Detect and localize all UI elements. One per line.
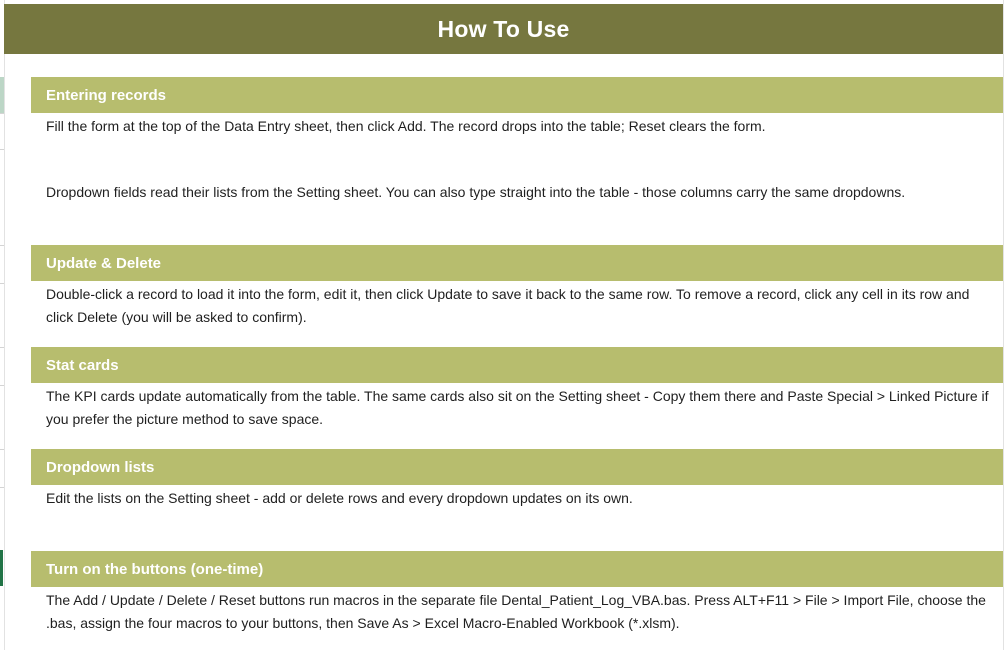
section-text[interactable]: Dropdown fields read their lists from the Setting sheet. You can also type straight into the table - those columns carry the same dropdowns. [46, 184, 906, 200]
section-text[interactable]: Edit the lists on the Setting sheet - add or delete rows and every dropdown updates on its own. [46, 490, 633, 506]
page-title[interactable]: How To Use [4, 4, 1003, 54]
section-heading-update-delete[interactable]: Update & Delete [31, 245, 1003, 281]
section-text[interactable]: Double-click a record to load it into the form, edit it, then click Update to save it back to the same row. To remove a record, click any cell in its row and click Delete (you will be asked to confirm). [46, 286, 970, 325]
section-heading-entering-records[interactable]: Entering records [31, 77, 1003, 113]
row-gridline [0, 149, 4, 150]
row-gridline [0, 113, 4, 114]
section-text[interactable]: The Add / Update / Delete / Reset buttons run macros in the separate file Dental_Patient_Log_VBA.bas. Press ALT+F11 > File > Import File, choose the .bas, assign the four macros to your buttons, then Save As > Excel Macro-Enabled Workbook (*.xlsm). [46, 592, 986, 631]
section-text[interactable]: Fill the form at the top of the Data Entry sheet, then click Add. The record drops into the table; Reset clears the form. [46, 118, 766, 134]
row-gridline [0, 449, 4, 450]
section-text[interactable]: The KPI cards update automatically from the table. The same cards also sit on the Setting sheet - Copy them there and Paste Special > Linked Picture if you prefer the picture method to save space. [46, 388, 989, 427]
row-gridline [0, 245, 4, 246]
row-gridline [0, 385, 4, 386]
active-row-marker [0, 550, 3, 586]
row-gridline [0, 283, 4, 284]
section-heading-stat-cards[interactable]: Stat cards [31, 347, 1003, 383]
row-selection-marker [0, 77, 4, 113]
section-heading-dropdown-lists[interactable]: Dropdown lists [31, 449, 1003, 485]
column-edge [1003, 0, 1007, 650]
section-heading-turn-on-buttons[interactable]: Turn on the buttons (one-time) [31, 551, 1003, 587]
row-gridline [0, 487, 4, 488]
row-gridline [0, 347, 4, 348]
